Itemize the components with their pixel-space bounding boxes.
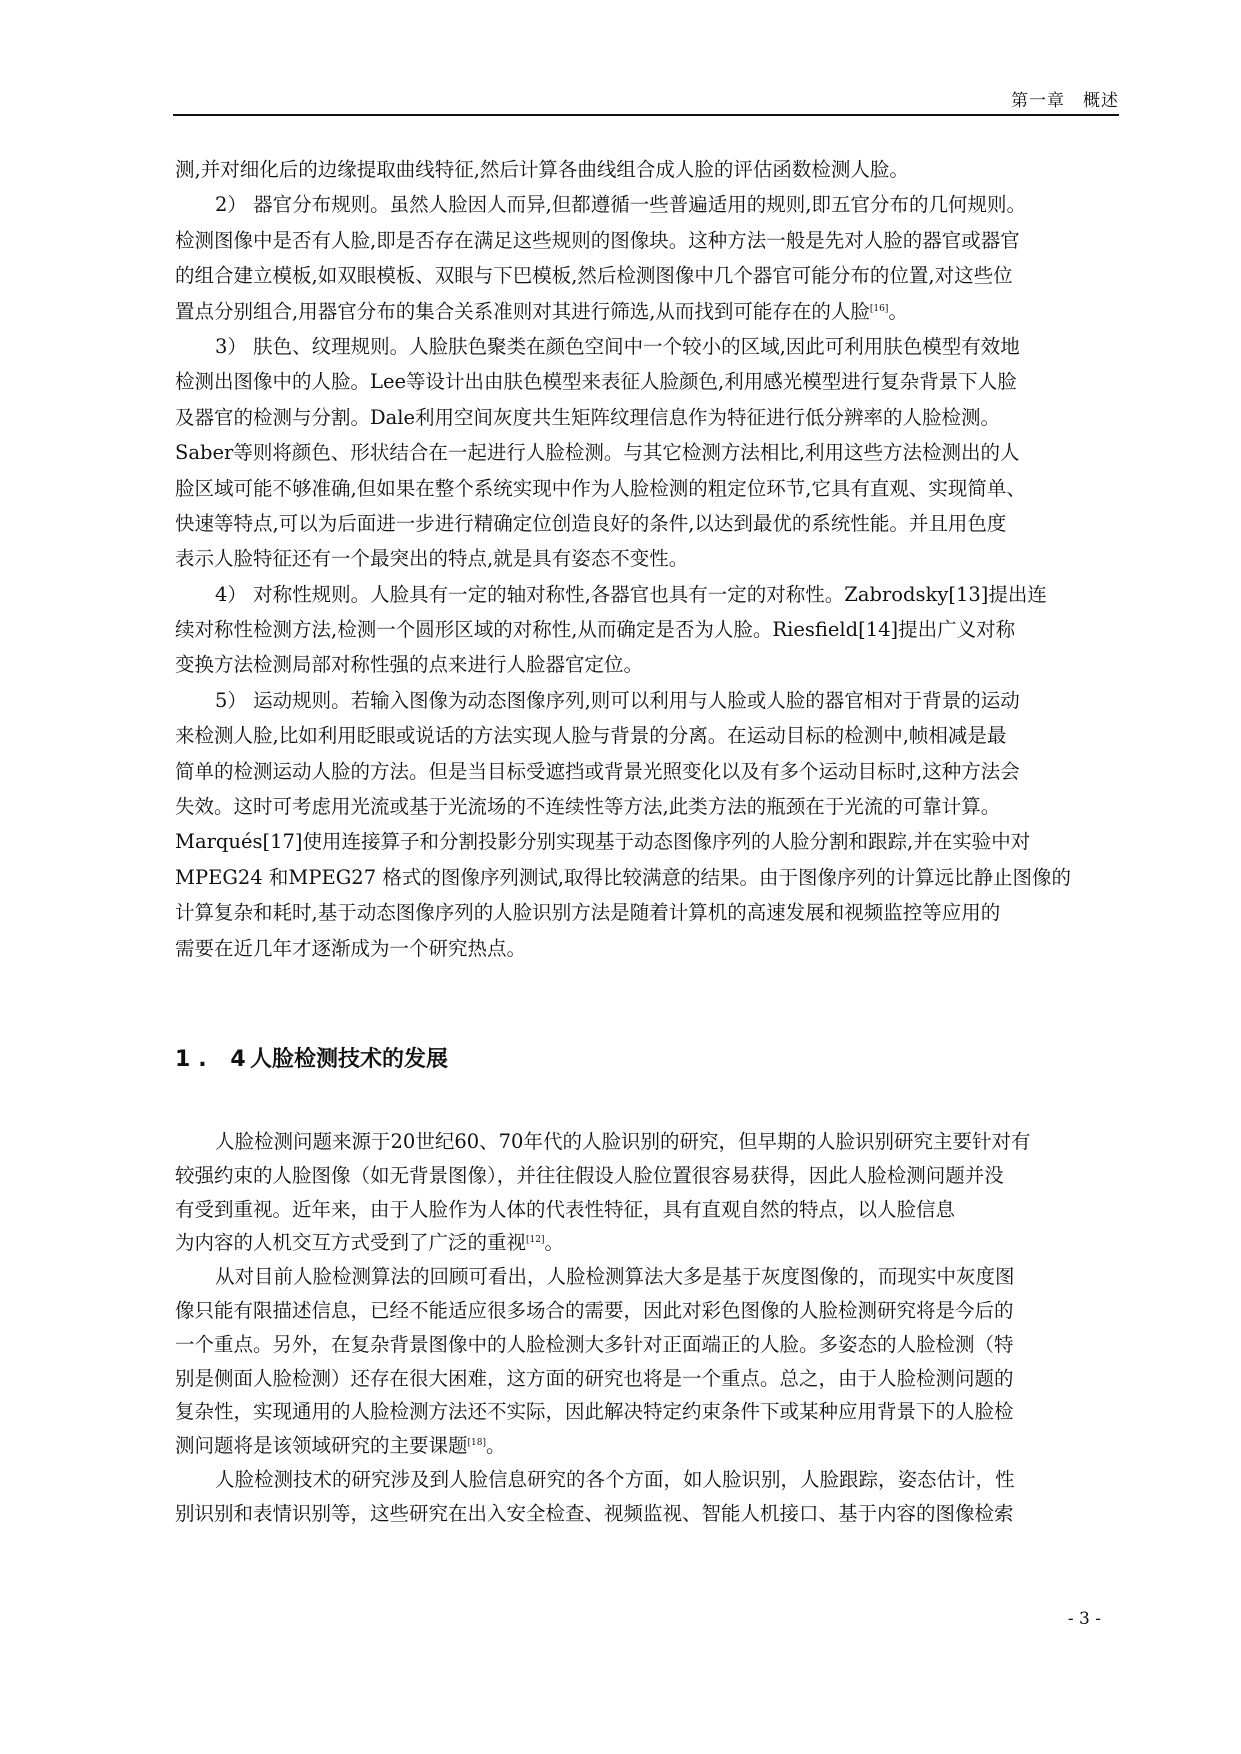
line-punctuation: 。 [486, 1434, 506, 1458]
text-line [175, 435, 1117, 470]
text-line [175, 789, 1117, 824]
page-number: - 3 - [1067, 1609, 1101, 1629]
line-text: 需要在近几年才逐渐成为一个研究热点。 [175, 936, 527, 960]
text-line [175, 1226, 1117, 1260]
section-heading [175, 1042, 448, 1073]
text-line [175, 577, 1117, 612]
text-line [175, 931, 1117, 966]
text-line [175, 541, 1117, 576]
text-line [175, 1429, 1117, 1463]
line-text: 及器官的检测与分割。Dale利用空间灰度共生矩阵纹理信息作为特征进行低分辨率的人脸检测。 [175, 405, 1001, 429]
line-text: 快速等特点,可以为后面进一步进行精确定位创造良好的条件,以达到最优的系统性能。并且用色度 [175, 511, 1007, 535]
line-text: 较强约束的人脸图像（如无背景图像），并往往假设人脸位置很容易获得，因此人脸检测问题并没 [175, 1163, 1004, 1187]
running-header [173, 86, 1119, 114]
line-text: 人脸检测问题来源于20世纪60、70年代的人脸识别的研究，但早期的人脸识别研究主要针对有 [215, 1130, 1031, 1153]
citation-ref: [18] [467, 1438, 486, 1449]
section-title: 人脸检测技术的发展 [250, 1047, 449, 1072]
line-text: 变换方法检测局部对称性强的点来进行人脸器官定位。 [175, 653, 644, 677]
line-text: 测,并对细化后的边缘提取曲线特征,然后计算各曲线组合成人脸的评估函数检测人脸。 [175, 158, 909, 181]
text-line [175, 364, 1117, 399]
line-text: 5） 运动规则。若输入图像为动态图像序列,则可以利用与人脸或人脸的器官相对于背景的运动 [215, 688, 1020, 712]
line-text: 计算复杂和耗时,基于动态图像序列的人脸识别方法是随着计算机的高速发展和视频监控等应用的 [175, 901, 1001, 925]
text-line [175, 1159, 1117, 1193]
citation-ref: [12] [526, 1235, 545, 1246]
text-line [175, 860, 1117, 895]
line-text: 续对称性检测方法,检测一个圆形区域的对称性,从而确定是否为人脸。Riesfield[14]提出广义对称 [175, 618, 1016, 642]
line-text: 一个重点。另外，在复杂背景图像中的人脸检测大多针对正面端正的人脸。多姿态的人脸检测（特 [175, 1332, 1014, 1356]
text-line [175, 329, 1117, 364]
line-text: 3） 肤色、纹理规则。人脸肤色聚类在颜色空间中一个较小的区域,因此可利用肤色模型有效地 [215, 334, 1020, 358]
line-text: Saber等则将颜色、形状结合在一起进行人脸检测。与其它检测方法相比,利用这些方法检测出的人 [175, 441, 1020, 465]
text-line [175, 506, 1117, 541]
line-text: 有受到重视。近年来，由于人脸作为人体的代表性特征，具有直观自然的特点，以人脸信息 [175, 1197, 956, 1221]
text-line [175, 152, 1117, 187]
text-line [175, 1463, 1117, 1497]
line-text: 从对目前人脸检测算法的回顾可看出，人脸检测算法大多是基于灰度图像的，而现实中灰度图 [215, 1265, 1015, 1289]
line-text: 检测出图像中的人脸。Lee等设计出由肤色模型来表征人脸颜色,利用感光模型进行复杂背景下人脸 [175, 370, 1017, 394]
text-line [175, 683, 1117, 718]
line-text: 复杂性，实现通用的人脸检测方法还不实际，因此解决特定约束条件下或某种应用背景下的人脸检 [175, 1400, 1014, 1424]
text-line [175, 1260, 1117, 1294]
line-text: 简单的检测运动人脸的方法。但是当目标受遮挡或背景光照变化以及有多个运动目标时,这种方法会 [175, 759, 1020, 783]
text-line [175, 1395, 1117, 1429]
line-text: 置点分别组合,用器官分布的集合关系准则对其进行筛选,从而找到可能存在的人脸 [175, 299, 870, 323]
line-text: Marqués[17]使用连接算子和分割投影分别实现基于动态图像序列的人脸分割和跟踪,并在实验中对 [175, 830, 1031, 854]
line-punctuation: 。 [544, 1231, 565, 1255]
chapter-title: 第一章 概述 [1011, 91, 1119, 111]
text-line [175, 1362, 1117, 1396]
body-text-section-1 [175, 152, 1117, 966]
line-text: 来检测人脸,比如利用眨眼或说话的方法实现人脸与背景的分离。在运动目标的检测中,帧相减是最 [175, 724, 1007, 748]
text-line [175, 1193, 1117, 1227]
line-punctuation: 。 [888, 299, 908, 323]
text-line [175, 612, 1117, 647]
line-text: 为内容的人机交互方式受到了广泛的重视 [175, 1231, 527, 1255]
line-text: 脸区域可能不够准确,但如果在整个系统实现中作为人脸检测的粗定位环节,它具有直观、实现简单、 [175, 476, 1026, 500]
line-text: 4） 对称性规则。人脸具有一定的轴对称性,各器官也具有一定的对称性。Zabrodsky[13]提出连 [215, 582, 1047, 606]
text-line [175, 718, 1117, 753]
text-line [175, 647, 1117, 682]
text-line [175, 1328, 1117, 1362]
line-text: 检测图像中是否有人脸,即是否存在满足这些规则的图像块。这种方法一般是先对人脸的器官或器官 [175, 228, 1020, 252]
text-line [175, 1125, 1117, 1159]
line-text: 测问题将是该领域研究的主要课题 [175, 1434, 468, 1458]
line-text: 像只能有限描述信息，已经不能适应很多场合的需要，因此对彩色图像的人脸检测研究将是今后的 [175, 1298, 1014, 1322]
text-line [175, 471, 1117, 506]
line-text: 别是侧面人脸检测）还存在很大困难，这方面的研究也将是一个重点。总之，由于人脸检测问题的 [175, 1366, 1014, 1390]
line-text: 失效。这时可考虑用光流或基于光流场的不连续性等方法,此类方法的瓶颈在于光流的可靠计算。 [175, 795, 1001, 819]
text-line [175, 258, 1117, 293]
line-text: 别识别和表情识别等，这些研究在出入安全检查、视频监视、智能人机接口、基于内容的图像检索 [175, 1501, 1014, 1525]
line-text: 的组合建立模板,如双眼模板、双眼与下巴模板,然后检测图像中几个器官可能分布的位置,对这些位 [175, 264, 1013, 288]
text-line [175, 895, 1117, 930]
section-number: 1. 4 [175, 1047, 254, 1072]
text-line [175, 1497, 1117, 1531]
citation-ref: [16] [869, 303, 889, 314]
text-line [175, 294, 1117, 329]
text-line [175, 824, 1117, 859]
line-text: 表示人脸特征还有一个最突出的特点,就是具有姿态不变性。 [175, 547, 689, 571]
line-text: MPEG24 和MPEG27 格式的图像序列测试,取得比较满意的结果。由于图像序列的计算远比静止图像的 [175, 865, 1072, 889]
text-line [175, 754, 1117, 789]
line-text: 人脸检测技术的研究涉及到人脸信息研究的各个方面，如人脸识别，人脸跟踪，姿态估计，性 [215, 1467, 1015, 1491]
header-rule [173, 114, 1119, 116]
text-line [175, 400, 1117, 435]
line-text: 2） 器官分布规则。虽然人脸因人而异,但都遵循一些普遍适用的规则,即五官分布的几何规则。 [215, 193, 1027, 217]
text-line [175, 187, 1117, 222]
text-line [175, 1294, 1117, 1328]
body-text-section-2 [175, 1125, 1117, 1531]
text-line [175, 223, 1117, 258]
